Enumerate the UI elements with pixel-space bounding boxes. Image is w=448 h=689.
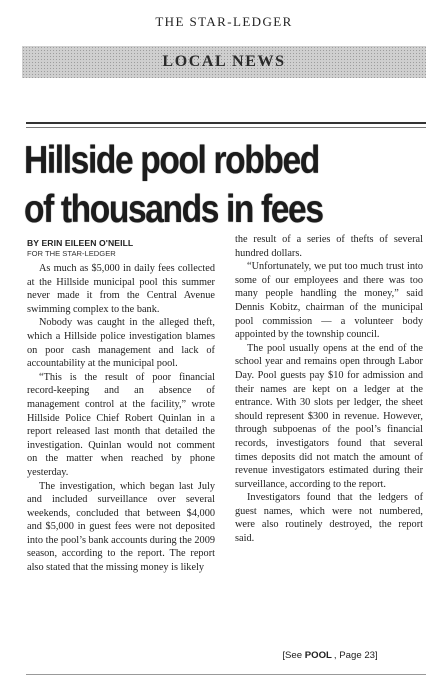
page-bottom-rule: [26, 674, 426, 675]
section-title: LOCAL NEWS: [162, 53, 286, 70]
paragraph-continued: the result of a series of thefts of several hundred dollars.: [235, 234, 423, 259]
headline-rule-top: [26, 122, 426, 124]
byline-outlet: FOR THE STAR-LEDGER: [27, 249, 116, 258]
jump-prefix: [See: [282, 650, 303, 661]
paragraph: The pool usually opens at the end of the school year and remains open through Labor Day. Pool guests pay $10 for admission and their names are kept on a ledger at the entrance. With 30 slots per ledger, the sheet should represent $300 in revenue. However, through subpoenas of the pool’s financial records, investigators found that several times deposits did not match the amount of revenue investigators estimated during their surveillance, according to the report.: [235, 342, 423, 490]
section-banner: [22, 46, 426, 78]
jump-keyword: POOL: [304, 650, 332, 661]
continued-on-page-note: [236, 650, 424, 661]
paragraph: “Unfortunately, we put too much trust into some of our employees and there was too many people handling the money,” said Dennis Kobitz, chairman of the municipal pool commission — a volunteer body appointed by the township council.: [235, 261, 423, 341]
article-column-right: [235, 233, 423, 546]
paragraph: As much as $5,000 in daily fees collected at the Hillside municipal pool this summer never made it from the Central Avenue swimming complex to the bank.: [27, 263, 215, 315]
jump-page: , Page 23]: [333, 650, 378, 661]
article-column-left: [27, 262, 215, 575]
headline-rule-thin: [26, 127, 426, 128]
byline-author: BY ERIN EILEEN O'NEILL: [27, 238, 134, 248]
article-headline: [24, 136, 377, 234]
paragraph: Investigators found that the ledgers of guest names, which were not numbered, were also routinely destroyed, the report said.: [235, 492, 423, 545]
paragraph: The investigation, which began last July and included surveillance over several weekends, concluded that between $4,000 and $5,000 in guest fees were not deposited into the pool’s bank accounts during the 2009 season, according to the report. The report also stated that the missing money is likely: [27, 480, 215, 574]
headline-line-1: Hillside pool robbed: [24, 139, 319, 182]
paragraph: Nobody was caught in the alleged theft, which a Hillside police investigation blames on poor cash management and lack of accountability at the municipal pool.: [27, 317, 215, 370]
paragraph: “This is the result of poor financial record-keeping and an absence of management control at the facility,” wrote Hillside Police Chief Robert Quinlan in a report released last month that detailed the investigation. Quinlan would not comment on the matter when reached by phone yesterday.: [27, 371, 215, 478]
headline-line-2: of thousands in fees: [24, 188, 323, 231]
newspaper-masthead: THE STAR-LEDGER: [155, 14, 293, 29]
